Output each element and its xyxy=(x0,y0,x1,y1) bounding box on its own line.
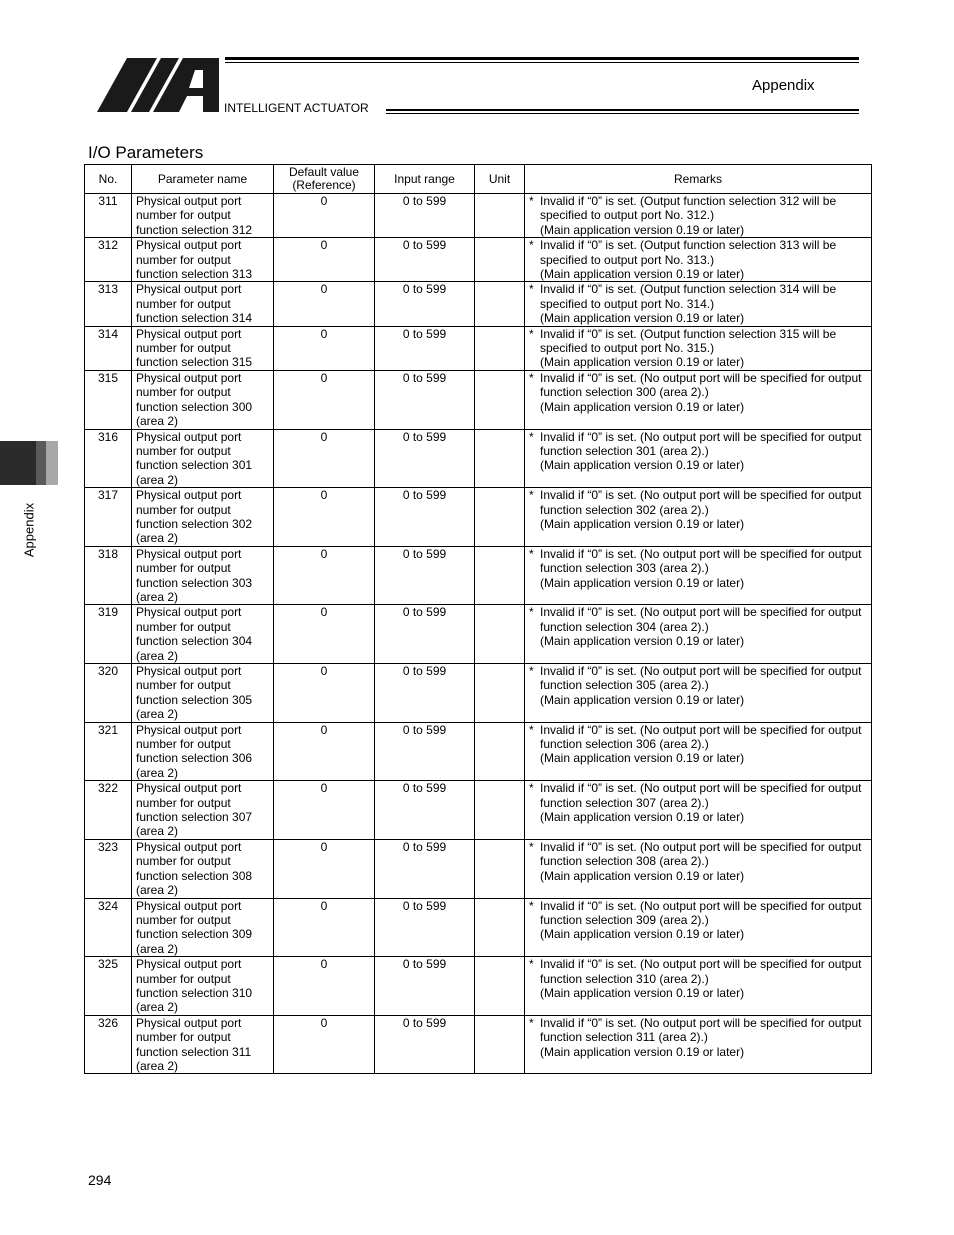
table-body xyxy=(85,194,872,1074)
cell-unit xyxy=(475,326,525,370)
cell-input-range: 0 to 599 xyxy=(375,194,475,238)
cell-remarks xyxy=(525,605,872,664)
cell-remarks xyxy=(525,238,872,282)
cell-parameter-name: Physical output port number for output function selection 310 (area 2) xyxy=(132,957,274,1016)
cell-unit xyxy=(475,605,525,664)
remark-text xyxy=(529,371,867,414)
remark-asterisk: * xyxy=(529,781,534,796)
remark-body: Invalid if “0” is set. (No output port will be specified for output function selection 304 (area 2).) (Main application version 0.19 or later) xyxy=(540,605,862,649)
cell-no: 314 xyxy=(85,326,132,370)
remark-text xyxy=(529,488,867,531)
cell-unit xyxy=(475,546,525,605)
cell-default-value: 0 xyxy=(274,1015,375,1074)
remark-body: Invalid if “0” is set. (No output port will be specified for output function selection 301 (area 2).) (Main application version 0.19 or later) xyxy=(540,429,862,473)
section-header: Appendix xyxy=(752,77,815,94)
col-header-remarks: Remarks xyxy=(525,165,872,194)
cell-no: 320 xyxy=(85,664,132,723)
cell-remarks xyxy=(525,957,872,1016)
cell-parameter-name: Physical output port number for output function selection 305 (area 2) xyxy=(132,664,274,723)
cell-parameter-name: Physical output port number for output function selection 301 (area 2) xyxy=(132,429,274,488)
remark-text xyxy=(529,899,867,942)
cell-input-range: 0 to 599 xyxy=(375,429,475,488)
cell-remarks xyxy=(525,664,872,723)
remark-asterisk: * xyxy=(529,1015,534,1030)
cell-default-value: 0 xyxy=(274,898,375,957)
remark-asterisk: * xyxy=(529,605,534,620)
remark-asterisk: * xyxy=(529,898,534,913)
remark-body: Invalid if “0” is set. (No output port will be specified for output function selection 311 (area 2).) (Main application version 0.19 or later) xyxy=(540,1015,862,1059)
cell-parameter-name: Physical output port number for output function selection 312 xyxy=(132,194,274,238)
cell-input-range: 0 to 599 xyxy=(375,957,475,1016)
cell-parameter-name: Physical output port number for output function selection 304 (area 2) xyxy=(132,605,274,664)
remark-text xyxy=(529,723,867,766)
cell-remarks xyxy=(525,282,872,326)
cell-parameter-name: Physical output port number for output function selection 311 (area 2) xyxy=(132,1015,274,1074)
cell-remarks xyxy=(525,898,872,957)
remark-text xyxy=(529,238,867,281)
cell-remarks xyxy=(525,429,872,488)
cell-default-value: 0 xyxy=(274,238,375,282)
remark-text xyxy=(529,840,867,883)
cell-input-range: 0 to 599 xyxy=(375,488,475,547)
remark-text xyxy=(529,194,867,237)
remark-body: Invalid if “0” is set. (No output port will be specified for output function selection 306 (area 2).) (Main application version 0.19 or later) xyxy=(540,722,862,766)
cell-remarks xyxy=(525,546,872,605)
header-rule-bottom xyxy=(386,109,859,111)
remark-body: Invalid if “0” is set. (No output port will be specified for output function selection 302 (area 2).) (Main application version 0.19 or later) xyxy=(540,488,862,531)
table-row xyxy=(85,429,872,488)
cell-input-range: 0 to 599 xyxy=(375,898,475,957)
iai-logo-icon xyxy=(97,58,219,112)
page-number: 294 xyxy=(88,1172,112,1188)
cell-no: 313 xyxy=(85,282,132,326)
cell-default-value: 0 xyxy=(274,429,375,488)
table-row xyxy=(85,326,872,370)
cell-remarks xyxy=(525,839,872,898)
cell-parameter-name: Physical output port number for output function selection 314 xyxy=(132,282,274,326)
cell-remarks xyxy=(525,488,872,547)
table-row xyxy=(85,898,872,957)
cell-remarks xyxy=(525,1015,872,1074)
page-title: I/O Parameters xyxy=(88,143,204,162)
table-row xyxy=(85,839,872,898)
cell-default-value: 0 xyxy=(274,326,375,370)
cell-default-value: 0 xyxy=(274,839,375,898)
cell-parameter-name: Physical output port number for output function selection 300 (area 2) xyxy=(132,370,274,429)
table-row xyxy=(85,370,872,429)
table-row xyxy=(85,781,872,840)
col-header-unit: Unit xyxy=(475,165,525,194)
cell-no: 326 xyxy=(85,1015,132,1074)
remark-asterisk: * xyxy=(529,238,534,253)
remark-body: Invalid if “0” is set. (Output function selection 315 will be specified to output port No. 315.) (Main application version 0.19 or later) xyxy=(540,326,837,370)
remark-text xyxy=(529,664,867,707)
remark-asterisk: * xyxy=(529,194,534,208)
cell-parameter-name: Physical output port number for output function selection 308 (area 2) xyxy=(132,839,274,898)
cell-remarks xyxy=(525,326,872,370)
remark-text xyxy=(529,430,867,473)
cell-parameter-name: Physical output port number for output function selection 302 (area 2) xyxy=(132,488,274,547)
table-header-row xyxy=(85,165,872,194)
cell-input-range: 0 to 599 xyxy=(375,605,475,664)
remark-body: Invalid if “0” is set. (No output port will be specified for output function selection 300 (area 2).) (Main application version 0.19 or later) xyxy=(540,370,862,414)
cell-default-value: 0 xyxy=(274,605,375,664)
remark-asterisk: * xyxy=(529,957,534,972)
cell-default-value: 0 xyxy=(274,282,375,326)
cell-parameter-name: Physical output port number for output function selection 307 (area 2) xyxy=(132,781,274,840)
table-row xyxy=(85,1015,872,1074)
remark-asterisk: * xyxy=(529,546,534,561)
col-header-input-range: Input range xyxy=(375,165,475,194)
cell-no: 318 xyxy=(85,546,132,605)
table-row xyxy=(85,605,872,664)
remark-asterisk: * xyxy=(529,664,534,678)
side-tab-marker xyxy=(0,441,58,485)
remark-asterisk: * xyxy=(529,429,534,444)
cell-remarks xyxy=(525,781,872,840)
col-header-parameter-name: Parameter name xyxy=(132,165,274,194)
remark-text xyxy=(529,282,867,325)
remark-body: Invalid if “0” is set. (No output port will be specified for output function selection 305 (area 2).) (Main application version 0.19 or later) xyxy=(540,664,862,707)
cell-unit xyxy=(475,1015,525,1074)
remark-body: Invalid if “0” is set. (No output port will be specified for output function selection 307 (area 2).) (Main application version 0.19 or later) xyxy=(540,781,862,825)
cell-input-range: 0 to 599 xyxy=(375,546,475,605)
cell-input-range: 0 to 599 xyxy=(375,1015,475,1074)
cell-no: 322 xyxy=(85,781,132,840)
cell-default-value: 0 xyxy=(274,546,375,605)
cell-unit xyxy=(475,370,525,429)
cell-input-range: 0 to 599 xyxy=(375,238,475,282)
cell-no: 324 xyxy=(85,898,132,957)
cell-input-range: 0 to 599 xyxy=(375,839,475,898)
cell-unit xyxy=(475,898,525,957)
table-row xyxy=(85,957,872,1016)
cell-unit xyxy=(475,282,525,326)
cell-default-value: 0 xyxy=(274,488,375,547)
cell-no: 323 xyxy=(85,839,132,898)
remark-body: Invalid if “0” is set. (No output port will be specified for output function selection 308 (area 2).) (Main application version 0.19 or later) xyxy=(540,839,862,883)
table-row xyxy=(85,722,872,781)
header-rule-top xyxy=(225,57,859,60)
remark-text xyxy=(529,327,867,370)
cell-default-value: 0 xyxy=(274,370,375,429)
cell-input-range: 0 to 599 xyxy=(375,664,475,723)
cell-unit xyxy=(475,429,525,488)
remark-asterisk: * xyxy=(529,282,534,297)
cell-default-value: 0 xyxy=(274,194,375,238)
cell-no: 317 xyxy=(85,488,132,547)
cell-unit xyxy=(475,781,525,840)
cell-input-range: 0 to 599 xyxy=(375,722,475,781)
cell-unit xyxy=(475,957,525,1016)
cell-no: 325 xyxy=(85,957,132,1016)
cell-input-range: 0 to 599 xyxy=(375,282,475,326)
remark-text xyxy=(529,605,867,648)
cell-unit xyxy=(475,488,525,547)
remark-text xyxy=(529,957,867,1000)
table-row xyxy=(85,664,872,723)
remark-body: Invalid if “0” is set. (Output function selection 314 will be specified to output port No. 314.) (Main application version 0.19 or later) xyxy=(540,282,837,326)
remark-asterisk: * xyxy=(529,488,534,503)
side-tab-label: Appendix xyxy=(21,502,37,558)
remark-asterisk: * xyxy=(529,326,534,341)
remark-text xyxy=(529,547,867,590)
remark-asterisk: * xyxy=(529,370,534,385)
cell-input-range: 0 to 599 xyxy=(375,370,475,429)
cell-remarks xyxy=(525,722,872,781)
cell-no: 312 xyxy=(85,238,132,282)
remark-body: Invalid if “0” is set. (No output port will be specified for output function selection 303 (area 2).) (Main application version 0.19 or later) xyxy=(540,546,862,590)
cell-unit xyxy=(475,238,525,282)
remark-body: Invalid if “0” is set. (Output function selection 312 will be specified to output port No. 312.) (Main application version 0.19 or later) xyxy=(540,194,837,237)
cell-unit xyxy=(475,664,525,723)
remark-text xyxy=(529,781,867,824)
cell-parameter-name: Physical output port number for output function selection 313 xyxy=(132,238,274,282)
remark-asterisk: * xyxy=(529,839,534,854)
cell-no: 311 xyxy=(85,194,132,238)
table-row xyxy=(85,282,872,326)
col-header-default-value: Default value (Reference) xyxy=(274,165,375,194)
io-parameters-table xyxy=(84,164,872,1074)
cell-parameter-name: Physical output port number for output function selection 309 (area 2) xyxy=(132,898,274,957)
table-row xyxy=(85,238,872,282)
remark-text xyxy=(529,1016,867,1059)
remark-body: Invalid if “0” is set. (No output port will be specified for output function selection 309 (area 2).) (Main application version 0.19 or later) xyxy=(540,898,862,942)
brand-name: INTELLIGENT ACTUATOR xyxy=(224,101,369,115)
cell-unit xyxy=(475,839,525,898)
header-rule-top-thin xyxy=(225,62,859,63)
cell-remarks xyxy=(525,194,872,238)
cell-no: 319 xyxy=(85,605,132,664)
cell-parameter-name: Physical output port number for output function selection 306 (area 2) xyxy=(132,722,274,781)
cell-input-range: 0 to 599 xyxy=(375,326,475,370)
cell-no: 321 xyxy=(85,722,132,781)
cell-default-value: 0 xyxy=(274,957,375,1016)
cell-default-value: 0 xyxy=(274,781,375,840)
cell-unit xyxy=(475,194,525,238)
table-row xyxy=(85,546,872,605)
table-row xyxy=(85,488,872,547)
cell-parameter-name: Physical output port number for output function selection 303 (area 2) xyxy=(132,546,274,605)
cell-no: 315 xyxy=(85,370,132,429)
table-row xyxy=(85,194,872,238)
cell-unit xyxy=(475,722,525,781)
cell-no: 316 xyxy=(85,429,132,488)
header-rule-bottom-thin xyxy=(386,113,859,114)
cell-parameter-name: Physical output port number for output function selection 315 xyxy=(132,326,274,370)
col-header-no: No. xyxy=(85,165,132,194)
cell-default-value: 0 xyxy=(274,722,375,781)
cell-input-range: 0 to 599 xyxy=(375,781,475,840)
cell-remarks xyxy=(525,370,872,429)
remark-asterisk: * xyxy=(529,722,534,737)
remark-body: Invalid if “0” is set. (No output port will be specified for output function selection 310 (area 2).) (Main application version 0.19 or later) xyxy=(540,957,862,1000)
cell-default-value: 0 xyxy=(274,664,375,723)
remark-body: Invalid if “0” is set. (Output function selection 313 will be specified to output port No. 313.) (Main application version 0.19 or later) xyxy=(540,238,837,282)
